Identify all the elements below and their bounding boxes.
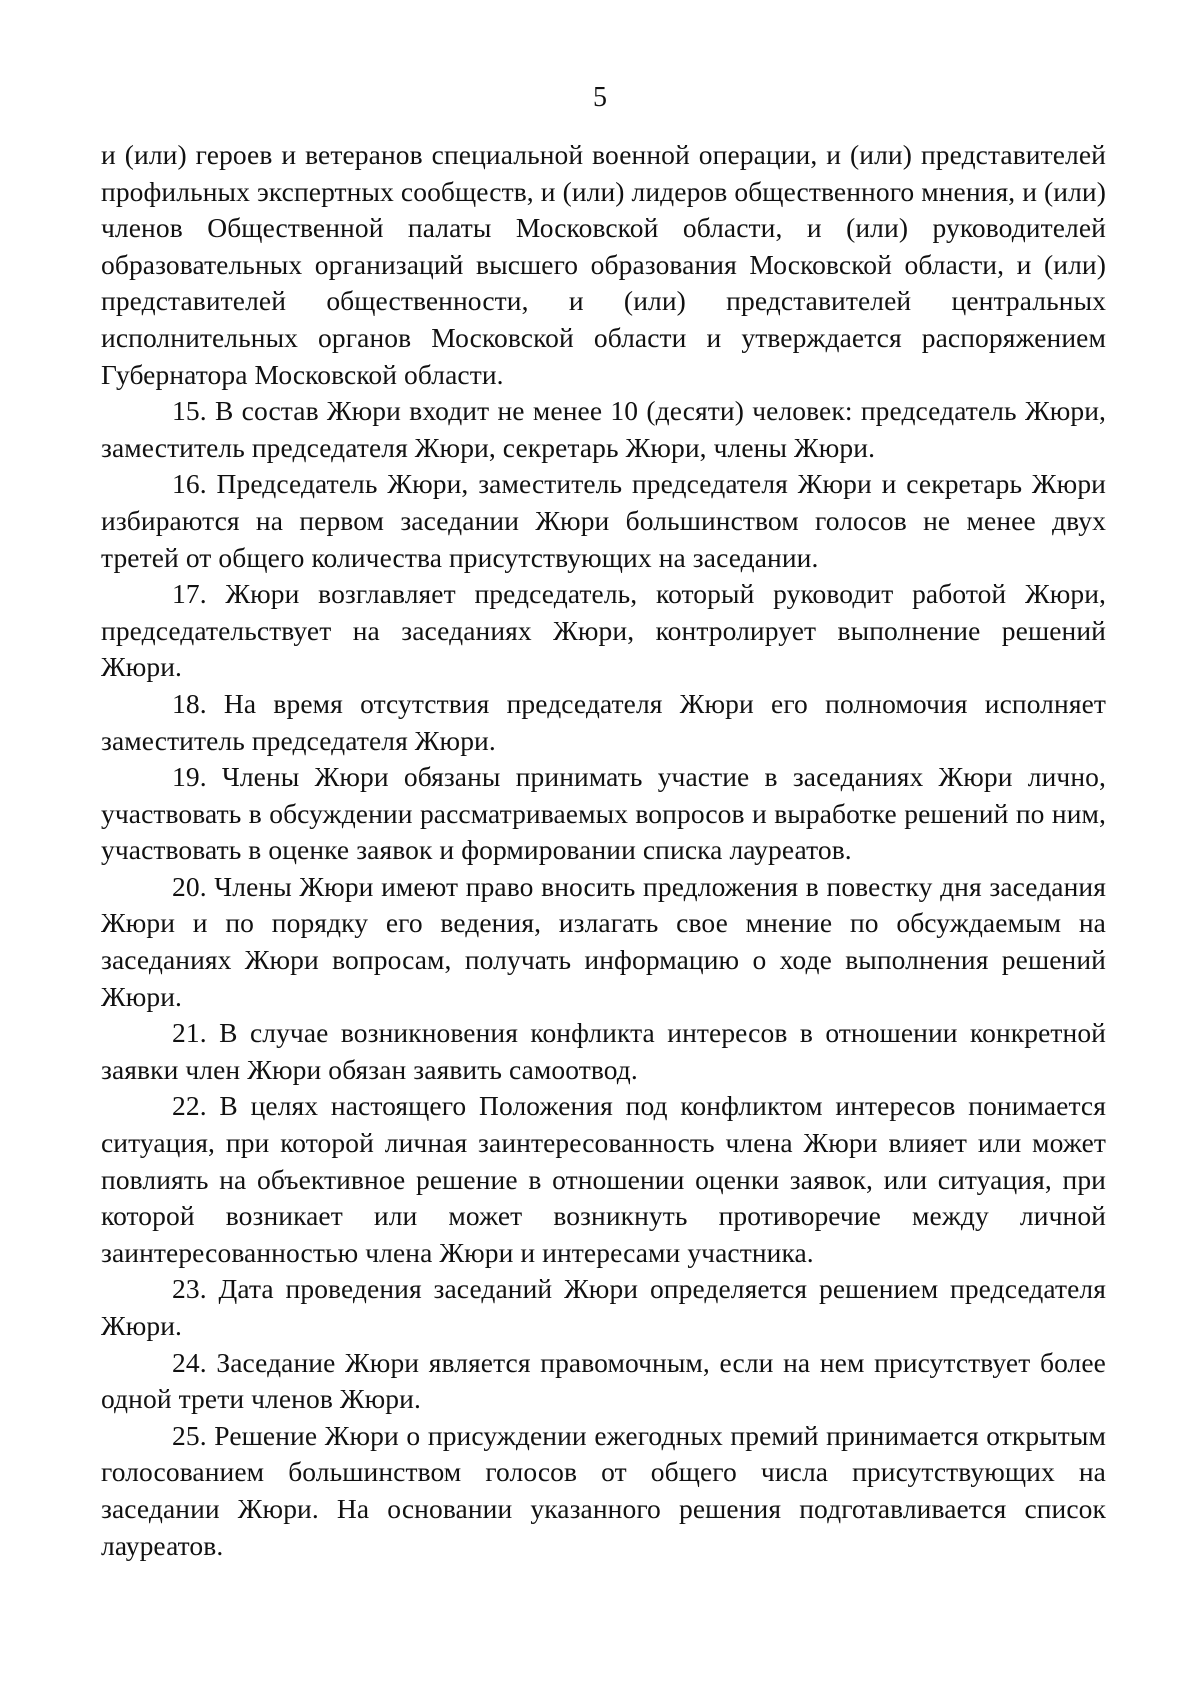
document-body [101,137,1106,1564]
paragraph-20: 20. Члены Жюри имеют право вносить предложения в повестку дня заседания Жюри и по порядку его ведения, излагать свое мнение по обсуждаемым на заседаниях Жюри вопросам, получать информацию о ходе выполнения решений Жюри. [101,870,1106,1012]
paragraph-18: 18. На время отсутствия председателя Жюри его полномочия исполняет заместитель председателя Жюри. [101,687,1106,756]
paragraph-23: 23. Дата проведения заседаний Жюри определяется решением председателя Жюри. [101,1273,1106,1341]
paragraph-21: 21. В случае возникновения конфликта интересов в отношении конкретной заявки член Жюри обязан заявить самоотвод. [101,1017,1106,1085]
paragraph-16: 16. Председатель Жюри, заместитель председателя Жюри и секретарь Жюри избираются на первом заседании Жюри большинством голосов не менее двух третей от общего количества присутствующих на заседании. [101,468,1106,573]
page-number: 5 [593,82,607,113]
paragraph-17: 17. Жюри возглавляет председатель, который руководит работой Жюри, председательствует на заседаниях Жюри, контролирует выполнение решений Жюри. [101,578,1106,683]
paragraph-22: 22. В целях настоящего Положения под конфликтом интересов понимается ситуация, при которой личная заинтересованность члена Жюри влияет или может повлиять на объективное решение в отношении оценки заявок, или ситуация, при которой возникает или может возникнуть противоречие между личной заинтересованностью члена Жюри и интересами участника. [101,1090,1106,1268]
paragraph-25: 25. Решение Жюри о присуждении ежегодных премий принимается открытым голосованием большинством голосов от общего числа присутствующих на заседании Жюри. На основании указанного решения подготавливается список лауреатов. [101,1419,1106,1561]
paragraph-19: 19. Члены Жюри обязаны принимать участие в заседаниях Жюри лично, участвовать в обсуждении рассматриваемых вопросов и выработке решений по ним, участвовать в оценке заявок и формировании списка лауреатов. [101,761,1106,866]
paragraph-15: 15. В состав Жюри входит не менее 10 (десяти) человек: председатель Жюри, заместитель председателя Жюри, секретарь Жюри, члены Жюри. [101,395,1106,463]
paragraph-24: 24. Заседание Жюри является правомочным, если на нем присутствует более одной трети членов Жюри. [101,1346,1106,1415]
continuation-paragraph: и (или) героев и ветеранов специальной военной операции, и (или) представителей профильных экспертных сообществ, и (или) лидеров общественного мнения, и (или) членов Общественной палаты Московской области, и (или) руководителей образовательных организаций высшего образования Московской области, и (или) представителей общественности, и (или) представителей центральных исполнительных органов Московской области и утверждается распоряжением Губернатора Московской области. [101,139,1106,390]
